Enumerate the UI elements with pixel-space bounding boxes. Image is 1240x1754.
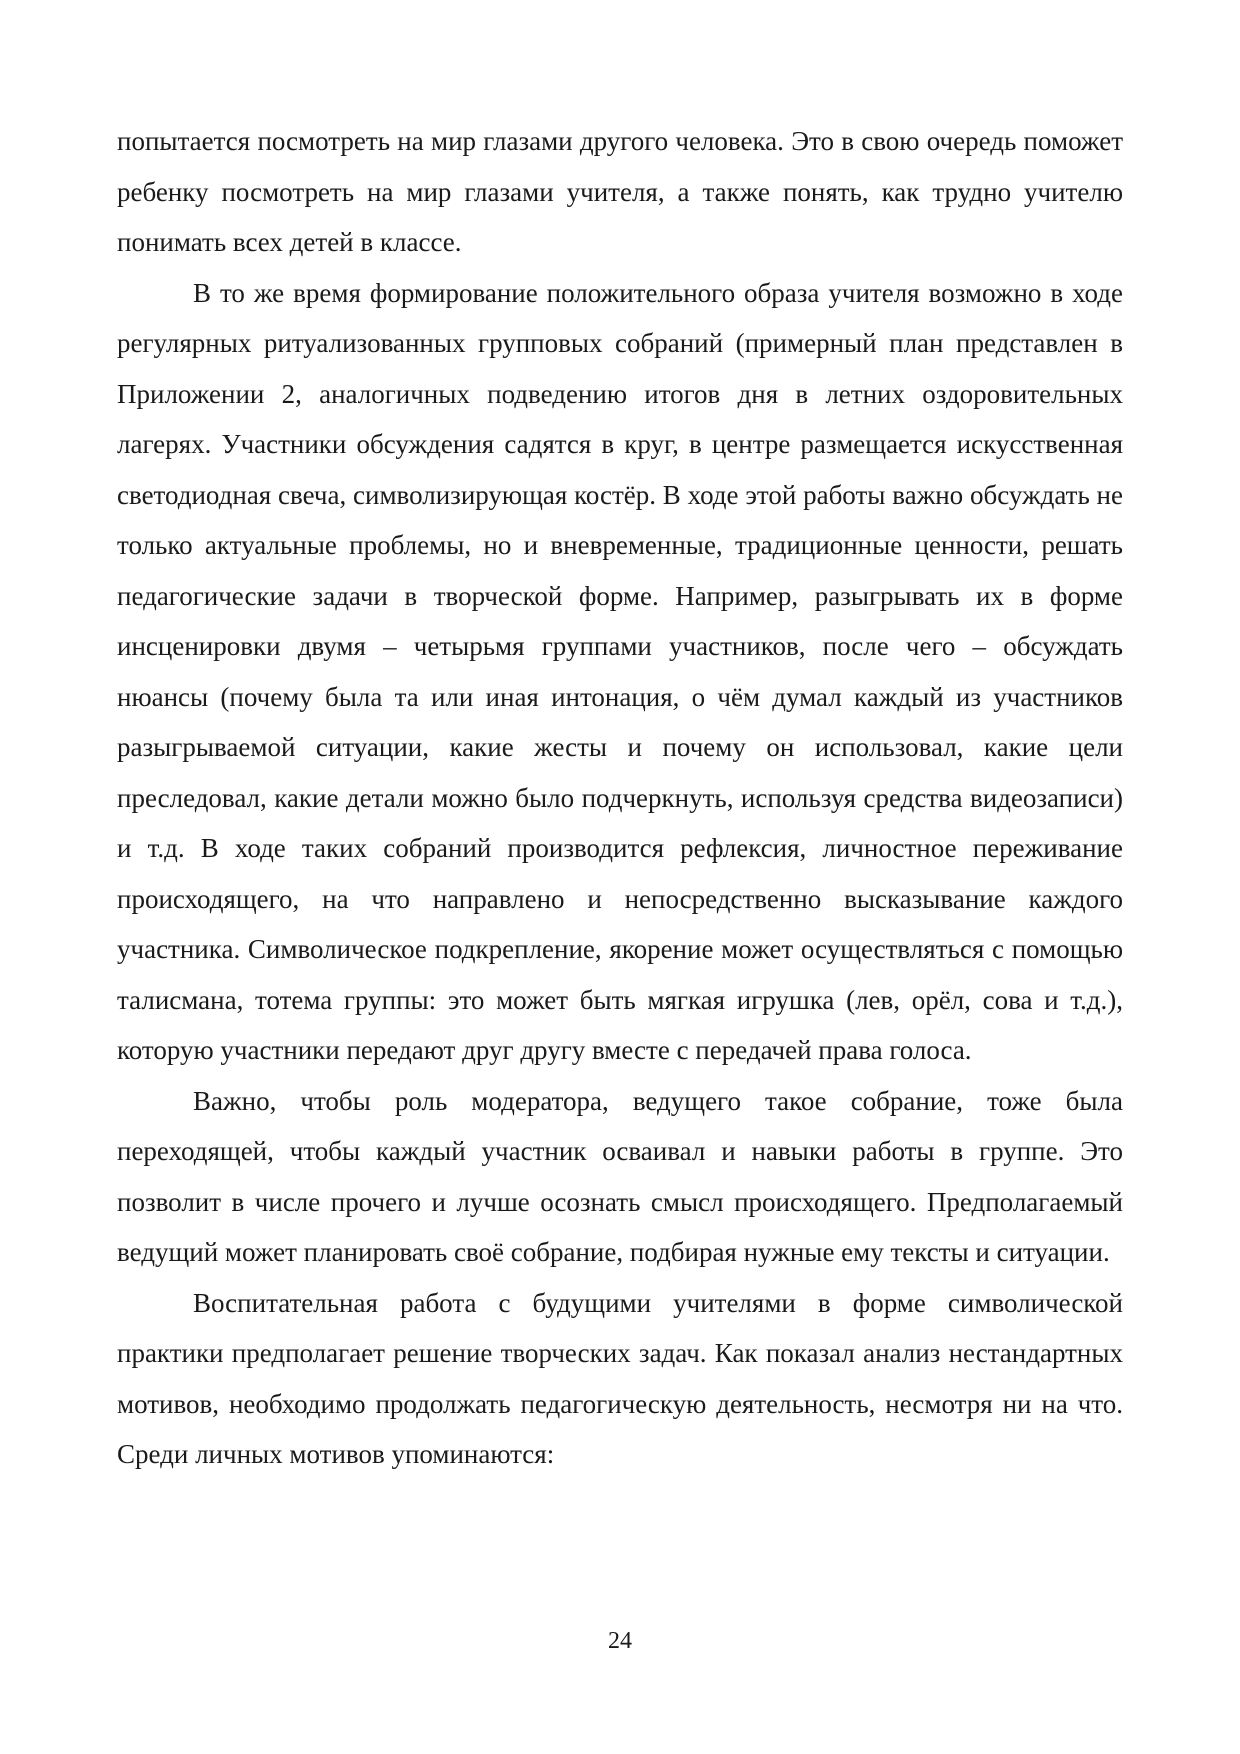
paragraph-teacher-image: В то же время формирование положительного образа учителя возможно в ходе регулярных ритуализованных групповых собраний (примерный план представлен в Приложении 2, аналогичных подведению итогов дня в летних оздоровительных лагерях. Участники обсуждения садятся в круг, в центре размещается искусственная светодиодная свеча, символизирующая костёр. В ходе этой работы важно обсуждать не только актуальные проблемы, но и вневременные, традиционные ценности, решать педагогические задачи в творческой форме. Например, разыгрывать их в форме инсценировки двумя – четырьмя группами участников, после чего – обсуждать нюансы (почему была та или иная интонация, о чём думал каждый из участников разыгрываемой ситуации, какие жесты и почему он использовал, какие цели преследовал, какие детали можно было подчеркнуть, используя средства видеозаписи) и т.д. В ходе таких собраний производится рефлексия, личностное переживание происходящего, на что направлено и непосредственно высказывание каждого участника. Символическое подкрепление, якорение может осуществляться с помощью талисмана, тотема группы: это может быть мягкая игрушка (лев, орёл, сова и т.д.), которую участники передают друг другу вместе с передачей права голоса. xyxy=(117,277,1123,1065)
paragraph-continued: попытается посмотреть на мир глазами другого человека. Это в свою очередь поможет ребенку посмотреть на мир глазами учителя, а также понять, как трудно учителю понимать всех детей в классе. xyxy=(117,126,1123,257)
paragraph-moderator-role: Важно, чтобы роль модератора, ведущего такое собрание, тоже была переходящей, чтобы каждый участник осваивал и навыки работы в группе. Это позволит в числе прочего и лучше осознать смысл происходящего. Предполагаемый ведущий может планировать своё собрание, подбирая нужные ему тексты и ситуации. xyxy=(117,1085,1123,1267)
paragraph-educational-work: Воспитательная работа с будущими учителями в форме символической практики предполагает решение творческих задач. Как показал анализ нестандартных мотивов, необходимо продолжать педагогическую деятельность, несмотря ни на что. Среди личных мотивов упоминаются: xyxy=(117,1287,1123,1469)
body-text xyxy=(117,116,1123,1480)
page-number: 24 xyxy=(608,1628,632,1654)
